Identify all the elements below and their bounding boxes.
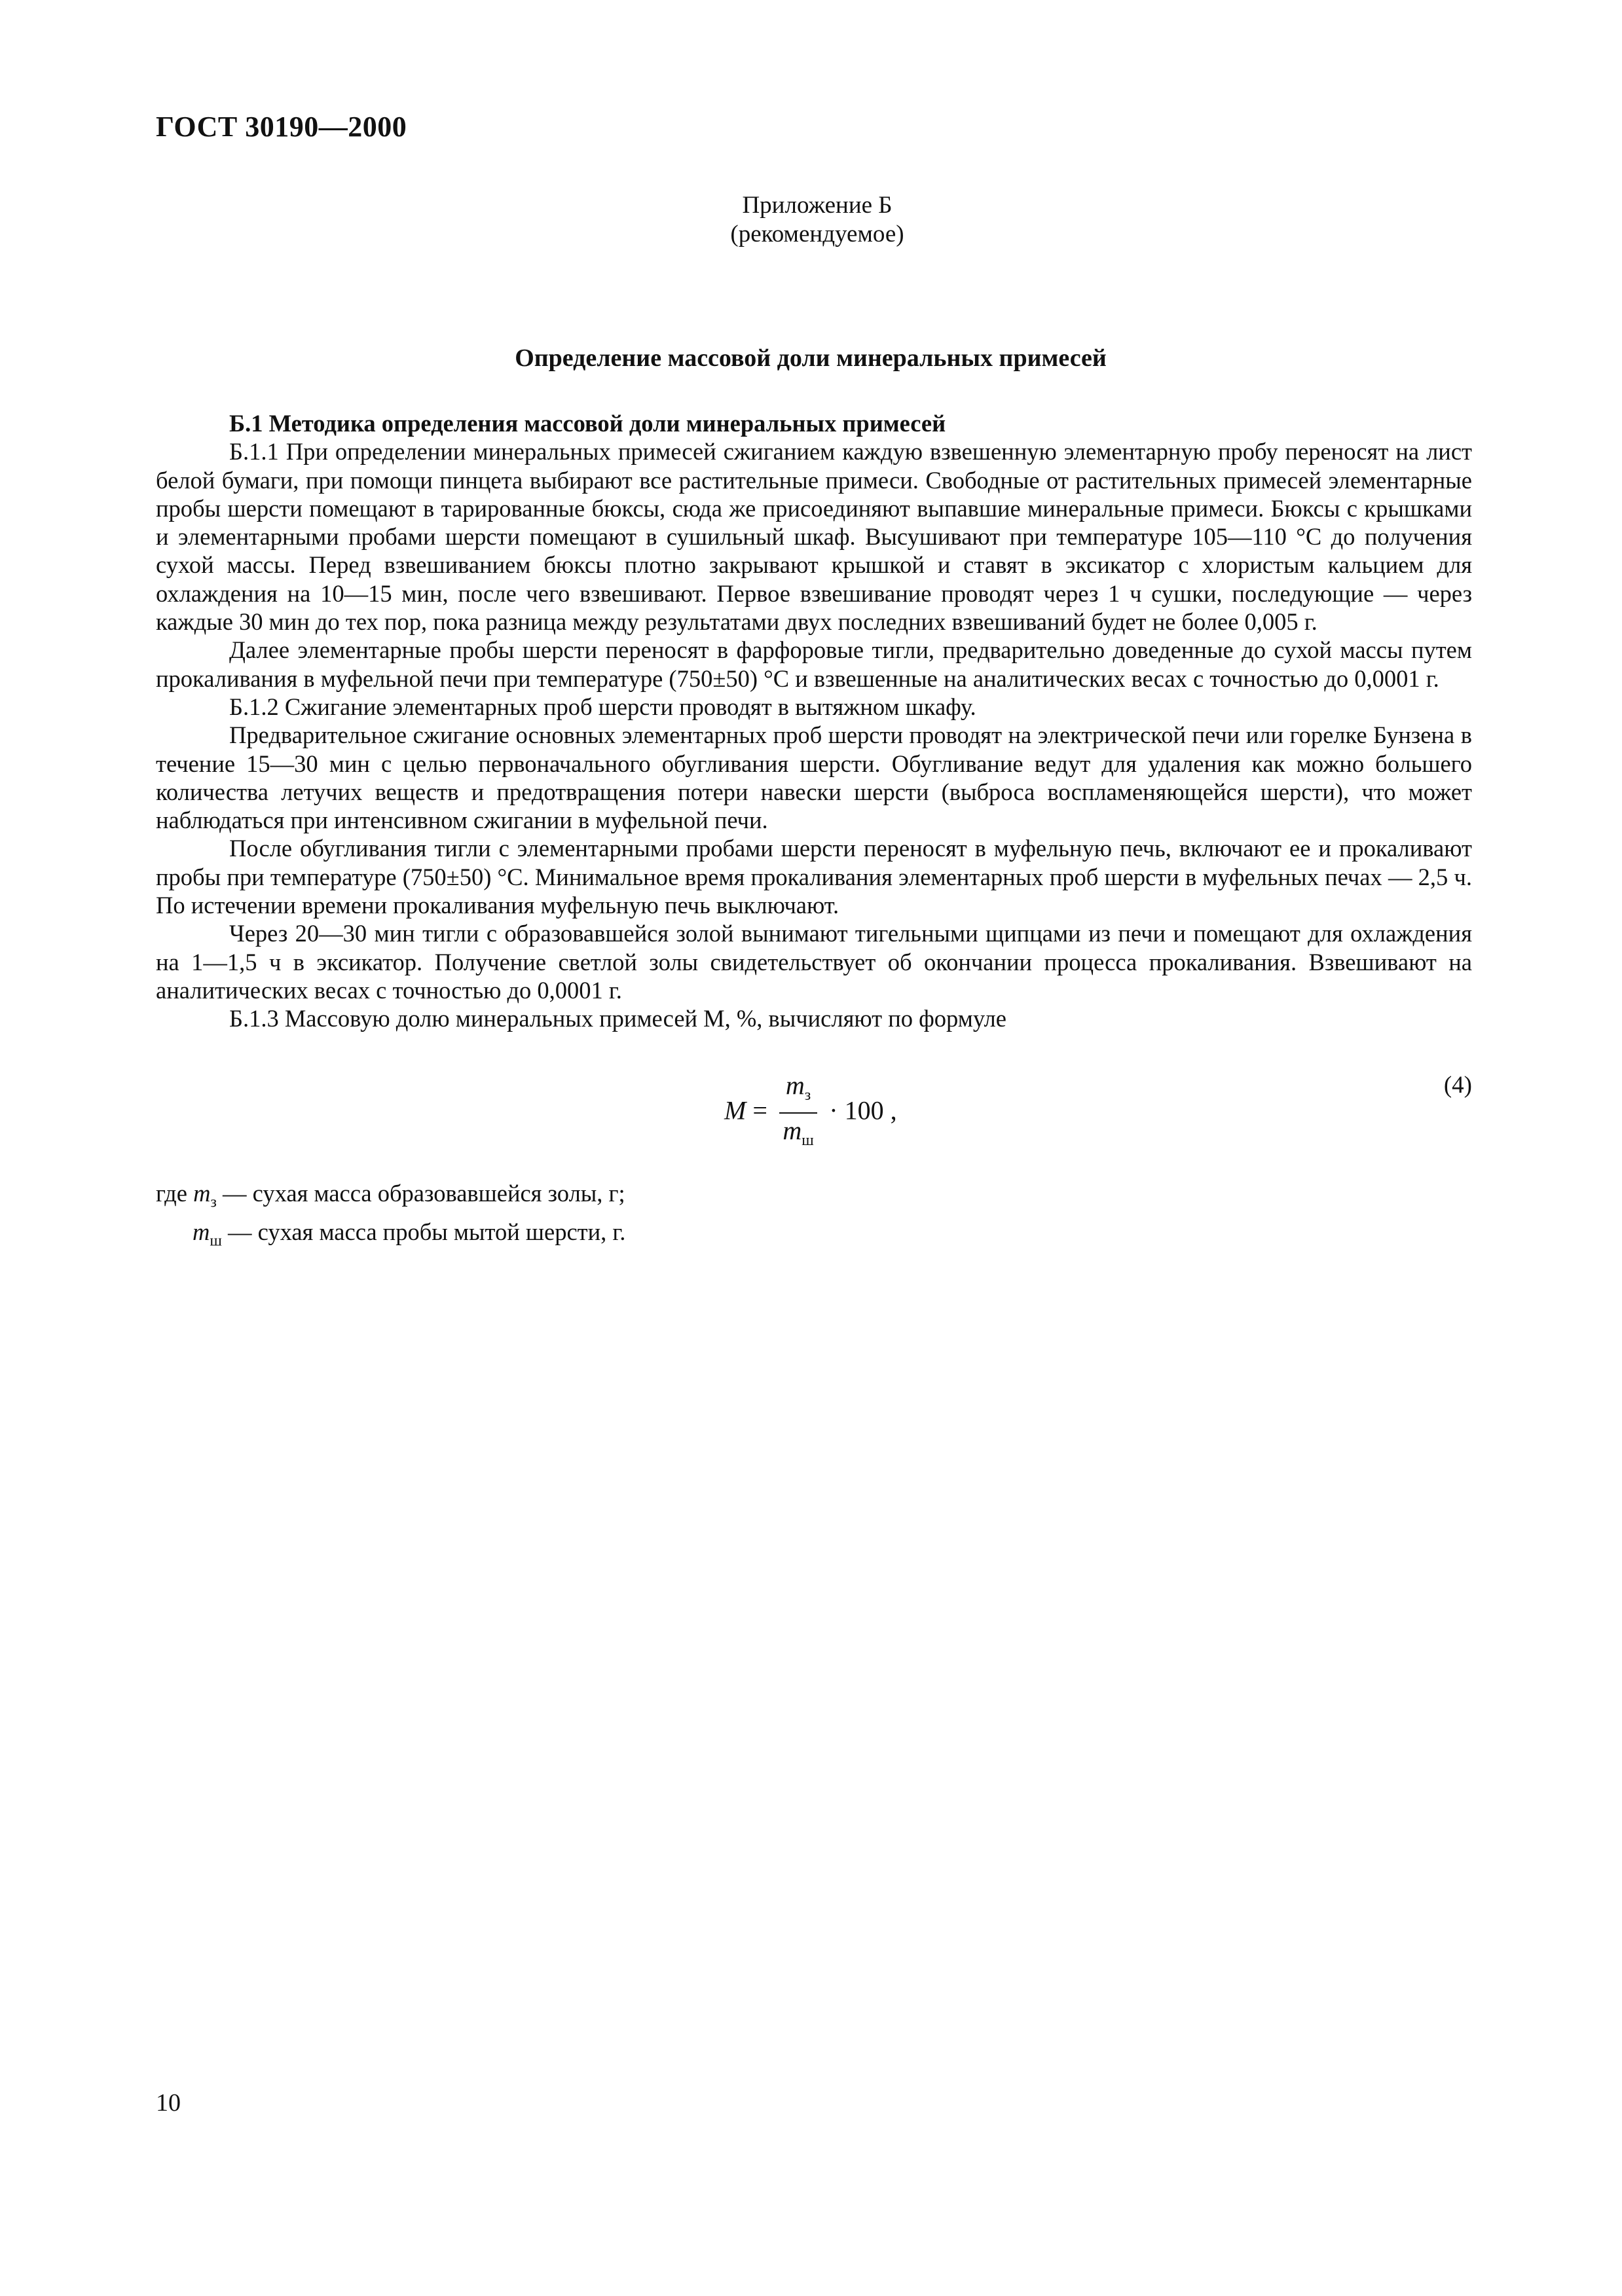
formula-lhs: M: [724, 1095, 746, 1125]
paragraph: Предварительное сжигание основных элементарных проб шерсти проводят на электрической печи или горелке Бунзена в течение 15—30 мин с целью первоначального обугливания шерсти. Обугливание ведут для удаления как можно большего количества летучих веществ и предотвращения потери навески шерсти (выброса воспламеняющейся шерсти), что может наблюдаться при интенсивном сжигании в муфельной печи.: [156, 721, 1472, 834]
paragraph: Б.1.3 Массовую долю минеральных примесей М, %, вычисляют по формуле: [229, 1005, 1006, 1032]
appendix-label: Приложение Б: [742, 192, 893, 219]
legend-var-sub: з: [210, 1193, 217, 1211]
formula-denominator: [779, 1114, 817, 1155]
formula-tail: · 100 ,: [829, 1095, 897, 1125]
appendix-header: [156, 191, 1479, 249]
formula-number: (4): [1443, 1071, 1472, 1099]
legend-var-sub: ш: [210, 1232, 222, 1250]
legend-var: m: [193, 1218, 210, 1245]
formula-equals: =: [752, 1095, 767, 1125]
appendix-status: (рекомендуемое): [730, 221, 904, 247]
formula-fraction: [779, 1071, 817, 1156]
legend-line: [156, 1217, 1472, 1256]
variable-legend: [156, 1178, 1472, 1256]
denominator-sub: ш: [802, 1131, 814, 1149]
page-number: 10: [156, 2089, 181, 2117]
paragraph: Б.1.2 Сжигание элементарных проб шерсти проводят в вытяжном шкафу.: [229, 693, 976, 720]
formula-numerator: [779, 1071, 817, 1114]
paragraph: Далее элементарные пробы шерсти переносят в фарфоровые тигли, предварительно доведенные до сухой массы путем прокаливания в муфельной печи при температуре (750±50) °С и взвешенные на аналитических весах с точностью до 0,0001 г.: [156, 636, 1472, 692]
paragraph: Через 20—30 мин тигли с образовавшейся золой вынимают тигельными щипцами из печи и помещают для охлаждения на 1—1,5 ч в эксикатор. Получение светлой золы свидетельствует об окончании процесса прокаливания. Взвешивают на аналитических весах с точностью до 0,0001 г.: [156, 920, 1472, 1004]
denominator-var: m: [783, 1115, 802, 1145]
numerator-sub: з: [804, 1086, 811, 1104]
legend-intro: где: [156, 1179, 187, 1207]
formula-block: [156, 1048, 1472, 1165]
document-body: [156, 409, 1472, 1256]
formula-equation: [724, 1071, 897, 1156]
document-id: ГОСТ 30190—2000: [156, 111, 407, 143]
paragraph: Б.1.1 При определении минеральных примесей сжиганием каждую взвешенную элементарную пробу переносят на лист белой бумаги, при помощи пинцета выбирают все растительные примеси. Свободные от растительных примесей элементарные пробы шерсти помещают в тарированные бюксы, сюда же присоединяют выпавшие минеральные примеси. Бюксы с крышками и элементарными пробами шерсти помещают в сушильный шкаф. Высушивают при температуре 105—110 °С до получения сухой массы. Перед взвешиванием бюксы плотно закрывают крышкой и ставят в эксикатор с хлористым кальцием для охлаждения на 10—15 мин, после чего взвешивают. Первое взвешивание проводят через 1 ч сушки, последующие — через каждые 30 мин до тех пор, пока разница между результатами двух последних взвешиваний будет не более 0,005 г.: [156, 438, 1472, 636]
paragraph: После обугливания тигли с элементарными пробами шерсти переносят в муфельную печь, включают ее и прокаливают пробы при температуре (750±50) °С. Минимальное время прокаливания элементарных проб шерсти в муфельных печах — 2,5 ч. По истечении времени прокаливания муфельную печь выключают.: [156, 835, 1472, 919]
section-title: Определение массовой доли минеральных примесей: [515, 344, 1107, 372]
numerator-var: m: [785, 1070, 805, 1100]
legend-line: [156, 1178, 1472, 1217]
subsection-heading: Б.1 Методика определения массовой доли минеральных примесей: [229, 410, 946, 437]
legend-var: m: [193, 1179, 211, 1207]
legend-desc: — сухая масса пробы мытой шерсти, г.: [227, 1218, 626, 1245]
legend-desc: — сухая масса образовавшейся золы, г;: [223, 1179, 625, 1207]
